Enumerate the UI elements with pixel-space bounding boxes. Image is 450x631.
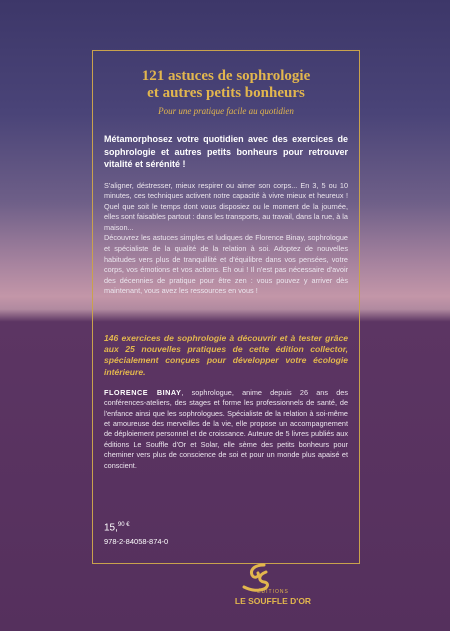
publisher-editions: ÉDITIONS bbox=[257, 589, 289, 595]
title-line-2: et autres petits bonheurs bbox=[147, 85, 305, 101]
price-main: 15, bbox=[104, 522, 118, 534]
book-subtitle: Pour une pratique facile au quotidien bbox=[158, 106, 294, 116]
lead-paragraph: Métamorphosez votre quotidien avec des exercices de sophrologie et autres petits bonheurs pour retrouver vitalité et sérénité ! bbox=[104, 134, 348, 169]
isbn: 978-2-84058-874-0 bbox=[104, 537, 169, 546]
price-cents: 90 € bbox=[117, 522, 130, 528]
description-paragraph-2: Découvrez les astuces simples et ludiques de Florence Binay, sophrologue et spécialiste de la qualité de la relation à soi. Adoptez de nouvelles habitudes vers plus de tranquillité et d'équilibre dans vos pensées, votre corps, vos émotions et vos actions. Eh oui ! Il n'est pas nécessaire d'avoir des décennies de pratique pour être zen : vous pouvez y arriver dès maintenant, vous avez les ressources en vous ! bbox=[104, 233, 348, 296]
publisher bbox=[228, 589, 318, 606]
title-line-1: 121 astuces de sophrologie bbox=[141, 68, 311, 84]
book-title bbox=[104, 68, 348, 102]
price bbox=[104, 522, 130, 533]
description-paragraph-1: S'aligner, déstresser, mieux respirer ou aimer son corps... En 3, 5 ou 10 minutes, ces techniques activent notre capacité à vivre mieux et heureux ! Quel que soit le temps dont vous disposiez ou le moment de la journée, elles sont faisables partout : dans les transports, au travail, dans la rue, à la maison... bbox=[104, 180, 348, 232]
back-cover-text bbox=[104, 60, 348, 471]
author-bio-text: , sophrologue, anime depuis 26 ans des conférences-ateliers, des stages et forme les professionnels de santé, de l'enfance ainsi que les sophrologues. Spécialiste de la relation à soi-même et amoureuse des merveilles de la vie, elle propose un accompagnement de déploiement personnel et de croissance. Auteure de 5 livres publiés aux éditions Le Souffle d'Or et Solar, elle sème des petits bonheurs pour cheminer vers plus de conscience de soi et pour un monde plus apaisé et conscient. bbox=[104, 387, 349, 470]
author-bio bbox=[104, 388, 348, 471]
publisher-name: LE SOUFFLE D'OR bbox=[234, 596, 312, 606]
author-name: FLORENCE BINAY bbox=[104, 387, 182, 397]
edition-highlight: 146 exercices de sophrologie à découvrir et à tester grâce aux 25 nouvelles pratiques de cette édition collector, spécialement conçues pour développer votre écologie intérieure. bbox=[104, 333, 348, 377]
